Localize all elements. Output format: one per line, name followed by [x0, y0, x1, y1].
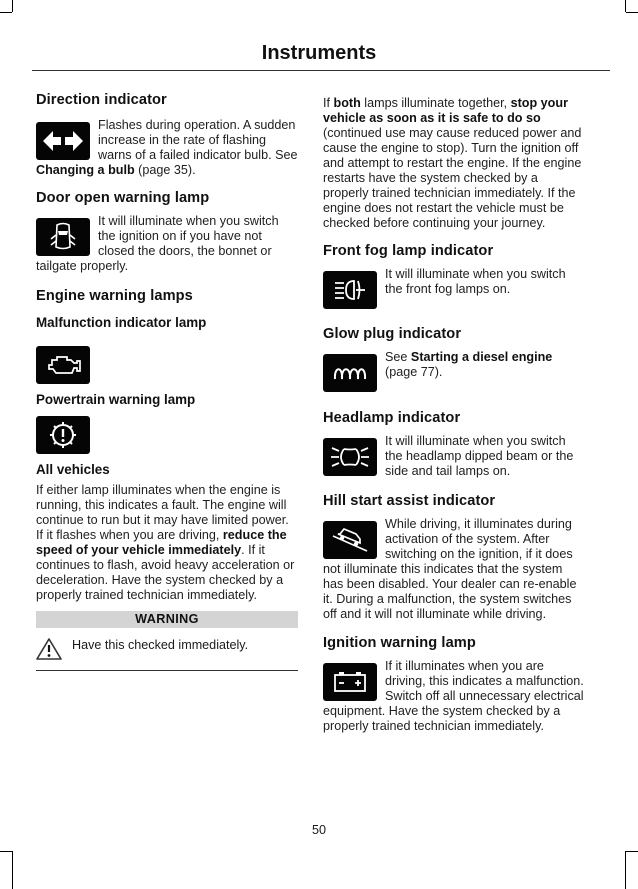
- crop-mark-top-left-v: [12, 0, 13, 12]
- ignition-warning-text: If it illuminates when you are driving, this indicates a malfunction. Switch off all unnecessary electrical equipment. Have the system checked by a properly trained technician immediately.: [323, 659, 584, 733]
- engine-warning-heading: Engine warning lamps: [36, 288, 193, 304]
- crop-mark-bottom-left-h: [0, 851, 12, 852]
- headlamp-heading: Headlamp indicator: [323, 410, 461, 426]
- door-open-text: It will illuminate when you switch the ignition on if you have not closed the doors, the bonnet or tailgate properly.: [36, 214, 279, 273]
- both-text-part-3: (continued use may cause reduced power and cause the engine to stop). Turn the ignition off and attempt to restart the engine. If the engine restarts have the system checked by a properly trained technician immediately. If the engine does not restart the vehicle must be checked before continuing your journey.: [323, 126, 582, 230]
- front-fog-entry: [323, 267, 585, 312]
- crop-mark-bottom-right-v: [625, 851, 626, 889]
- warning-text: Have this checked immediately.: [72, 638, 249, 652]
- door-open-heading: Door open warning lamp: [36, 190, 210, 206]
- warning-box: [36, 628, 298, 671]
- crop-mark-bottom-right-h: [626, 851, 638, 852]
- malfunction-indicator-heading: Malfunction indicator lamp: [36, 315, 207, 330]
- glow-text-part: See: [385, 350, 411, 364]
- glow-plug-icon: [323, 354, 377, 392]
- crop-mark-top-left-h: [0, 12, 12, 13]
- crop-mark-bottom-left-v: [12, 851, 13, 889]
- engine-text-part-2: . If it continues to flash, avoid heavy acceleration or deceleration. Have the system checked by a properly trained technician immediately.: [36, 543, 295, 602]
- hill-start-assist-icon: [323, 521, 377, 559]
- right-column: [323, 92, 585, 734]
- both-emphasis: both: [333, 96, 361, 110]
- crop-mark-top-right-v: [625, 0, 626, 12]
- hill-start-text: While driving, it illuminates during activation of the system. After switching on the ignition, if it does not illuminate this indicates that the system has been disabled. Your dealer can re-enable it. During a malfunction, the system switches off and it will not illuminate while driving.: [323, 517, 577, 621]
- direction-page-ref: (page 35).: [134, 163, 196, 177]
- door-open-entry: [36, 214, 298, 274]
- engine-text-part: If either lamp illuminates when the engine is running, this indicates a fault. The engine will continue to run but it may have limited power. If it flashes when you are driving,: [36, 483, 289, 542]
- direction-text-part: Flashes during operation. A sudden increase in the rate of flashing warns of a failed indicator bulb. See: [98, 118, 298, 162]
- front-fog-text: It will illuminate when you switch the front fog lamps on.: [385, 267, 566, 296]
- headlamp-icon: [323, 438, 377, 476]
- stop-vehicle-emphasis: stop your vehicle as soon as it is safe to do so: [323, 96, 568, 125]
- both-lamps-text: [323, 96, 585, 231]
- ignition-warning-heading: Ignition warning lamp: [323, 635, 476, 651]
- engine-warning-text: [36, 483, 298, 603]
- front-fog-lamp-icon: [323, 271, 377, 309]
- both-text-part: If: [323, 96, 334, 110]
- hill-start-entry: [323, 517, 585, 622]
- engine-malfunction-icon: [36, 346, 90, 384]
- page-number: 50: [311, 823, 326, 837]
- glow-plug-heading: Glow plug indicator: [323, 326, 462, 342]
- direction-indicator-entry: [36, 118, 298, 178]
- warning-triangle-icon: [36, 637, 62, 661]
- battery-icon: [323, 663, 377, 701]
- title-divider: [32, 70, 610, 71]
- crop-mark-top-right-h: [626, 12, 638, 13]
- changing-a-bulb-ref: Changing a bulb: [36, 163, 135, 177]
- hill-start-heading: Hill start assist indicator: [323, 493, 496, 509]
- ignition-warning-entry: [323, 659, 585, 734]
- front-fog-heading: Front fog lamp indicator: [323, 243, 494, 259]
- reduce-speed-emphasis: reduce the speed of your vehicle immediately: [36, 528, 287, 557]
- all-vehicles-heading: All vehicles: [36, 462, 110, 477]
- powertrain-warning-icon: [36, 416, 90, 454]
- glow-page-ref: (page 77).: [385, 365, 443, 379]
- starting-diesel-ref: Starting a diesel engine: [410, 350, 553, 364]
- headlamp-entry: [323, 434, 585, 479]
- door-open-car-icon: [36, 218, 90, 256]
- warning-label: WARNING: [36, 611, 298, 628]
- left-column: [36, 92, 298, 671]
- direction-indicator-heading: Direction indicator: [36, 92, 167, 108]
- powertrain-warning-heading: Powertrain warning lamp: [36, 392, 196, 407]
- headlamp-text: It will illuminate when you switch the headlamp dipped beam or the side and tail lamps on.: [385, 434, 574, 478]
- glow-plug-entry: [323, 350, 585, 395]
- both-text-part-2: lamps illuminate together,: [360, 96, 511, 110]
- page-title: Instruments: [261, 42, 377, 64]
- direction-arrows-icon: [36, 122, 90, 160]
